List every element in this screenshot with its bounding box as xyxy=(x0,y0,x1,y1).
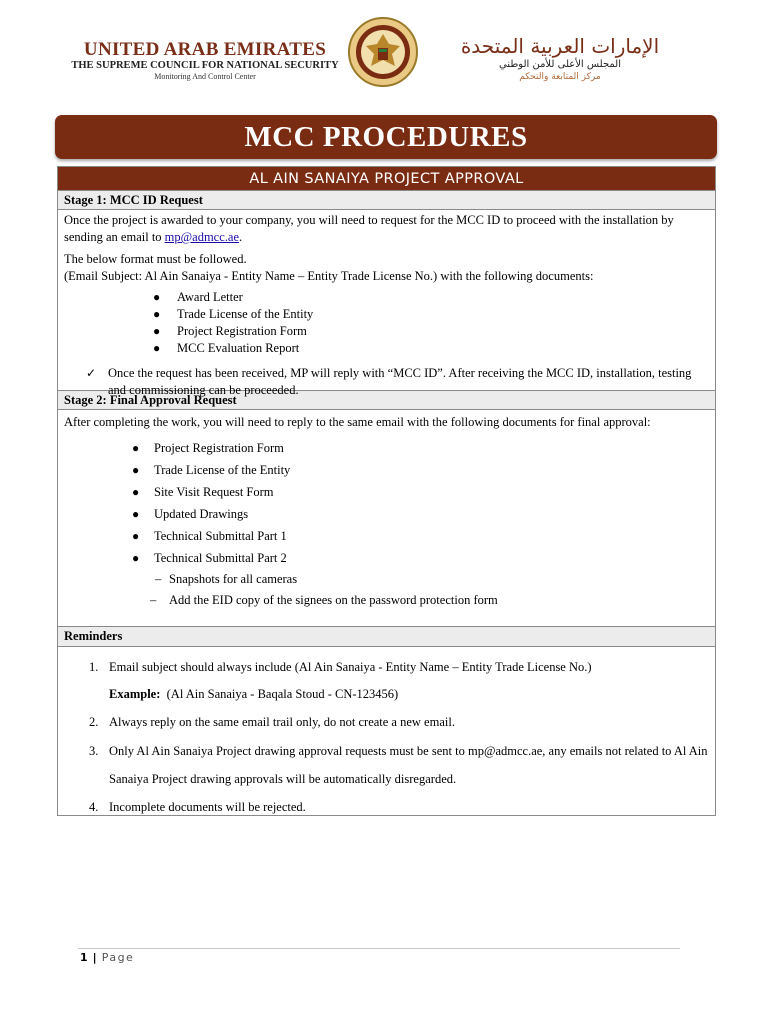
reminders-list xyxy=(64,659,709,816)
center-name-english: Monitoring And Control Center xyxy=(154,72,256,81)
list-item: 2. Always reply on the same email trail only, do not create a new email. xyxy=(89,715,455,729)
uae-emblem-icon xyxy=(342,16,424,88)
stage1-format-subject: (Email Subject: Al Ain Sanaiya - Entity Name – Entity Trade License No.) with the following documents: xyxy=(64,269,594,283)
stage2-intro: After completing the work, you will need to reply to the same email with the following documents for final approval: xyxy=(64,415,651,429)
footer-divider xyxy=(78,948,680,949)
stage2-body xyxy=(58,410,715,627)
stage2-heading: Stage 2: Final Approval Request xyxy=(58,391,715,410)
sub-list-item: – Snapshots for all cameras xyxy=(155,572,298,586)
country-name-english: UNITED ARAB EMIRATES xyxy=(83,39,327,60)
stage1-intro-text: Once the project is awarded to your company, you will need to request for the MCC ID to proceed with the installation by sending an email to xyxy=(64,213,674,244)
list-item: ● Technical Submittal Part 2 xyxy=(132,551,287,565)
page-footer xyxy=(80,951,134,964)
example-label: Example: xyxy=(109,687,161,701)
letterhead-arabic xyxy=(430,34,690,83)
list-item: 4. Incomplete documents will be rejected. xyxy=(89,800,306,814)
stage1-note-text: Once the request has been received, MP will reply with “MCC ID”. After receiving the MCC ID, installation, testing and commissioning can be proceeded. xyxy=(108,366,692,397)
checkmark-icon: ✓ xyxy=(86,366,97,380)
table-title-bar xyxy=(58,167,715,191)
list-item: ● Trade License of the Entity xyxy=(153,307,314,321)
title-banner xyxy=(55,115,717,159)
list-item: ● Project Registration Form xyxy=(132,441,284,455)
list-item: ● MCC Evaluation Report xyxy=(153,341,300,355)
reminders-body xyxy=(58,647,715,815)
document-title: MCC PROCEDURES xyxy=(244,120,528,153)
stage1-intro xyxy=(64,212,709,246)
list-item: ● Site Visit Request Form xyxy=(132,485,274,499)
table-title: AL AIN SANAIYA PROJECT APPROVAL xyxy=(249,170,524,187)
example-text: (Al Ain Sanaiya - Baqala Stoud - CN-123456) xyxy=(166,687,399,701)
list-item: ● Project Registration Form xyxy=(153,324,307,338)
page-number: 1 xyxy=(80,951,88,964)
page-separator: | xyxy=(92,951,97,964)
example-line xyxy=(109,686,709,703)
stage1-intro-end: . xyxy=(239,230,243,244)
page-label: Page xyxy=(101,951,135,964)
letterhead-english xyxy=(60,40,350,83)
stage2-document-list xyxy=(132,437,709,569)
list-item: 1. Email subject should always include (Al Ain Sanaiya - Entity Name – Entity Trade License No.) Example: (Al Ain Sanaiya - Baqala Stoud - CN-123456) xyxy=(64,659,709,703)
sub-list-item: – Add the EID copy of the signees on the password protection form xyxy=(150,593,498,607)
letterhead xyxy=(0,0,768,100)
stage1-note xyxy=(64,365,709,399)
list-item: ● Award Letter xyxy=(153,290,243,304)
list-item: 3. Only Al Ain Sanaiya Project drawing approval requests must be sent to mp@admcc.ae, any emails not related to Al Ain Sanaiya Project drawing approvals will be automatically disregarded. xyxy=(89,744,708,786)
list-item: ● Updated Drawings xyxy=(132,507,249,521)
council-name-english: THE SUPREME COUNCIL FOR NATIONAL SECURITY xyxy=(71,60,339,71)
list-item: ● Technical Submittal Part 1 xyxy=(132,529,287,543)
council-name-arabic: المجلس الأعلى للأمن الوطني xyxy=(498,59,622,70)
stage1-format-line: The below format must be followed. xyxy=(64,252,247,266)
email-link[interactable]: mp@admcc.ae xyxy=(164,230,239,244)
list-item: ● Trade License of the Entity xyxy=(132,463,291,477)
stage1-heading: Stage 1: MCC ID Request xyxy=(58,191,715,210)
country-name-arabic: الإمارات العربية المتحدة xyxy=(460,34,660,58)
reminders-heading: Reminders xyxy=(58,627,715,647)
stage1-body xyxy=(58,210,715,397)
procedure-table xyxy=(57,166,716,816)
center-name-arabic: مركز المتابعة والتحكم xyxy=(519,72,601,82)
stage1-document-list xyxy=(153,289,709,357)
